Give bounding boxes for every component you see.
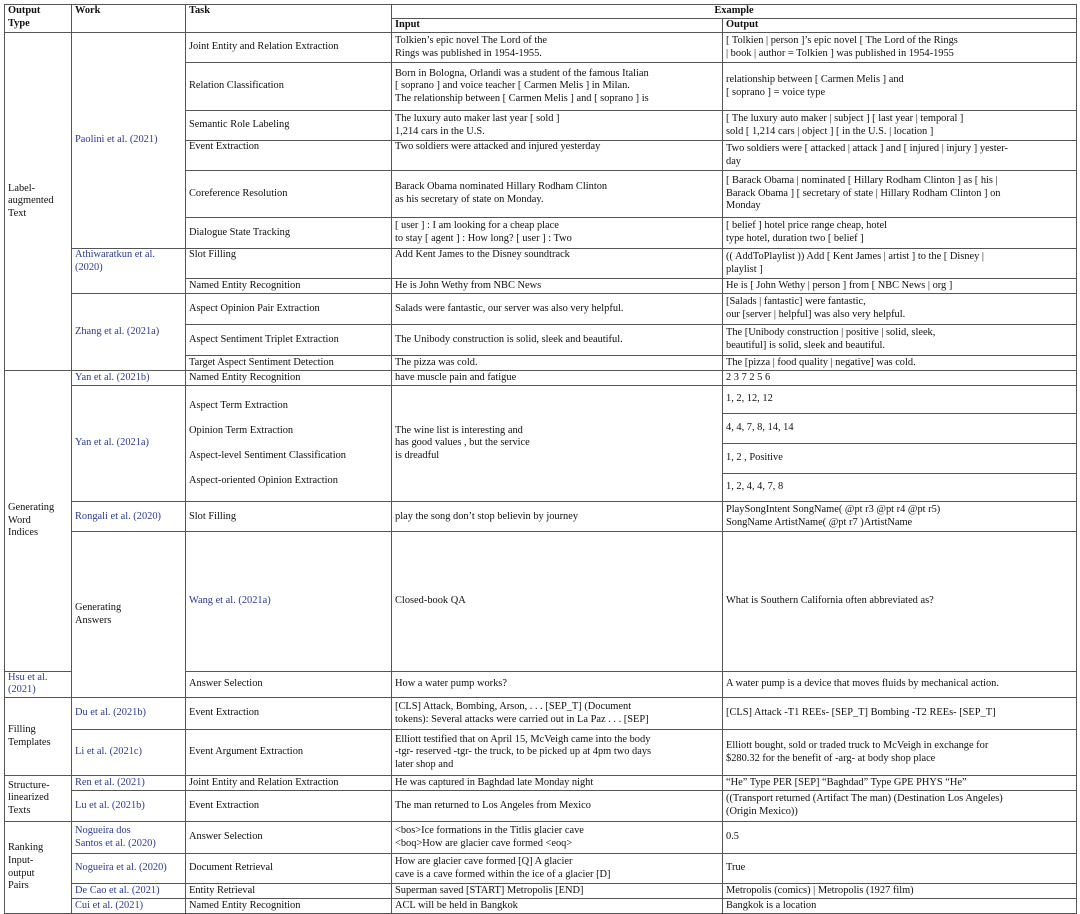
input-cell: How a water pump works? xyxy=(392,671,723,697)
work-citation-link[interactable]: Zhang et al. (2021a) xyxy=(72,294,186,371)
work-citation-link[interactable]: Hsu et al. (2021) xyxy=(5,671,72,697)
work-citation-link[interactable]: Li et al. (2021c) xyxy=(72,730,186,776)
input-cell: play the song don’t stop believin by journey xyxy=(392,502,723,532)
input-cell: <bos>Ice formations in the Titlis glacier cave <boq>How are glacier cave formed <eoq> xyxy=(392,822,723,854)
output-cell: PlaySongIntent SongName( @pt r3 @pt r4 @pt r5) SongName ArtistName( @pt r7 )ArtistName xyxy=(723,502,1077,532)
table-row xyxy=(5,899,1077,914)
output-cell: ((Transport returned (Artifact The man) (Destination Los Angeles) (Origin Mexico)) xyxy=(723,791,1077,822)
header-output: Output xyxy=(723,19,1077,33)
output-type-cell: Ranking Input- output Pairs xyxy=(5,822,72,914)
work-citation-link[interactable]: Yan et al. (2021a) xyxy=(72,386,186,502)
table-row xyxy=(5,822,1077,854)
header-example: Example xyxy=(392,5,1077,19)
output-cell: [ The luxury auto maker | subject ] [ last year | temporal ] sold [ 1,214 cars | object ] [ in the U.S. | location ] xyxy=(723,111,1077,141)
task-cell: Joint Entity and Relation Extraction xyxy=(186,776,392,791)
task-cell: Coreference Resolution xyxy=(186,171,392,218)
work-citation-link[interactable]: Ren et al. (2021) xyxy=(72,776,186,791)
work-citation-link[interactable]: Du et al. (2021b) xyxy=(72,698,186,730)
input-cell: He is John Wethy from NBC News xyxy=(392,279,723,294)
task-cell: Target Aspect Sentiment Detection xyxy=(186,356,392,371)
output-cell: [Salads | fantastic] were fantastic, our [server | helpful] was also very helpful. xyxy=(723,294,1077,325)
input-cell: Born in Bologna, Orlandi was a student of the famous Italian [ soprano ] and voice teacher [ Carmen Melis ] in Milan. The relationship between [ Carmen Melis ] and [ soprano ] is xyxy=(392,63,723,111)
output-cell: The [Unibody construction | positive | solid, sleek, beautiful] is solid, sleek and beautiful. xyxy=(723,325,1077,356)
table-row xyxy=(5,791,1077,822)
input-cell: [ user ] : I am looking for a cheap place to stay [ agent ] : How long? [ user ] : Two xyxy=(392,218,723,249)
input-cell: The pizza was cold. xyxy=(392,356,723,371)
output-type-cell: Generating Answers xyxy=(72,532,186,698)
work-citation-link[interactable]: Lu et al. (2021b) xyxy=(72,791,186,822)
output-cell: Metropolis (comics) | Metropolis (1927 film) xyxy=(723,884,1077,899)
output-cell: 2 3 7 2 5 6 xyxy=(723,371,1077,386)
work-citation-link[interactable]: Cui et al. (2021) xyxy=(72,899,186,914)
task-cell: Event Argument Extraction xyxy=(186,730,392,776)
header-work: Work xyxy=(72,5,186,33)
work-citation-link[interactable]: De Cao et al. (2021) xyxy=(72,884,186,899)
table-row xyxy=(5,502,1077,532)
task-cell: Slot Filling xyxy=(186,249,392,279)
output-cell: [ belief ] hotel price range cheap, hotel type hotel, duration two [ belief ] xyxy=(723,218,1077,249)
input-cell: Elliott testified that on April 15, McVeigh came into the body -tgr- reserved -tgr- the truck, to be picked up at 4pm two days later shop and xyxy=(392,730,723,776)
task-item: Aspect Term Extraction xyxy=(189,399,288,411)
output-cell: Elliott bought, sold or traded truck to McVeigh in exchange for $280.32 for the benefit of -arg- at body shop place xyxy=(723,730,1077,776)
output-cell: “He” Type PER [SEP] “Baghdad” Type GPE PHYS “He” xyxy=(723,776,1077,791)
output-cell: 4, 4, 7, 8, 14, 14 xyxy=(723,414,1077,444)
table-row xyxy=(5,33,1077,63)
output-cell: [CLS] Attack -T1 REEs- [SEP_T] Bombing -T2 REEs- [SEP_T] xyxy=(723,698,1077,730)
input-cell: The wine list is interesting and has good values , but the service is dreadful xyxy=(392,386,723,502)
task-cell: Joint Entity and Relation Extraction xyxy=(186,33,392,63)
output-type-cell: Label- augmented Text xyxy=(5,33,72,371)
work-citation-link[interactable]: Yan et al. (2021b) xyxy=(72,371,186,386)
output-type-cell: Filling Templates xyxy=(5,698,72,776)
input-cell: What is Southern California often abbreviated as? xyxy=(723,532,1077,672)
task-cell: Dialogue State Tracking xyxy=(186,218,392,249)
table-row xyxy=(5,249,1077,279)
input-cell: How are glacier cave formed [Q] A glacier cave is a cave formed within the ice of a glacier [D] xyxy=(392,854,723,884)
output-cell: 1, 2, 12, 12 xyxy=(723,386,1077,414)
work-citation-link[interactable]: Wang et al. (2021a) xyxy=(186,532,392,672)
work-citation-link[interactable]: Paolini et al. (2021) xyxy=(72,33,186,249)
work-citation-link[interactable]: Rongali et al. (2020) xyxy=(72,502,186,532)
task-cell: Answer Selection xyxy=(186,671,392,697)
header-task: Task xyxy=(186,5,392,33)
task-cell: Named Entity Recognition xyxy=(186,279,392,294)
header-output-type: Output Type xyxy=(5,5,72,33)
header-input: Input xyxy=(392,19,723,33)
table-row xyxy=(5,884,1077,899)
task-cell: Event Extraction xyxy=(186,141,392,171)
input-cell: The Unibody construction is solid, sleek and beautiful. xyxy=(392,325,723,356)
work-citation-link[interactable]: Athiwaratkun et al. (2020) xyxy=(72,249,186,294)
task-list-cell xyxy=(186,386,392,502)
input-cell: [CLS] Attack, Bombing, Arson, . . . [SEP_T] (Document tokens): Several attacks were carried out in La Paz . . . [SEP] xyxy=(392,698,723,730)
task-cell: Closed-book QA xyxy=(392,532,723,672)
output-cell: [ Tolkien | person ]’s epic novel [ The Lord of the Rings | book | author = Tolkien ] was published in 1954-1955 xyxy=(723,33,1077,63)
input-cell: Superman saved [START] Metropolis [END] xyxy=(392,884,723,899)
table-row xyxy=(5,294,1077,325)
output-cell: Bangkok is a location xyxy=(723,899,1077,914)
task-item: Aspect-level Sentiment Classification xyxy=(189,449,346,461)
output-cell: 0.5 xyxy=(723,822,1077,854)
task-cell: Aspect Sentiment Triplet Extraction xyxy=(186,325,392,356)
input-cell: Salads were fantastic, our server was also very helpful. xyxy=(392,294,723,325)
output-cell: True xyxy=(723,854,1077,884)
task-cell: Document Retrieval xyxy=(186,854,392,884)
task-item: Aspect-oriented Opinion Extraction xyxy=(189,475,338,487)
input-cell: Barack Obama nominated Hillary Rodham Clinton as his secretary of state on Monday. xyxy=(392,171,723,218)
table-row xyxy=(5,371,1077,386)
task-cell: Named Entity Recognition xyxy=(186,899,392,914)
input-cell: The luxury auto maker last year [ sold ] 1,214 cars in the U.S. xyxy=(392,111,723,141)
work-citation-link[interactable]: Nogueira dos Santos et al. (2020) xyxy=(72,822,186,854)
table-row xyxy=(5,776,1077,791)
task-item: Opinion Term Extraction xyxy=(189,424,294,436)
task-cell: Semantic Role Labeling xyxy=(186,111,392,141)
output-cell: Two soldiers were [ attacked | attack ] and [ injured | injury ] yester- day xyxy=(723,141,1077,171)
input-cell: ACL will be held in Bangkok xyxy=(392,899,723,914)
table-row xyxy=(5,854,1077,884)
output-cell: relationship between [ Carmen Melis ] and [ soprano ] = voice type xyxy=(723,63,1077,111)
input-cell: The man returned to Los Angeles from Mexico xyxy=(392,791,723,822)
output-cell: 1, 2, 4, 4, 7, 8 xyxy=(723,474,1077,502)
table-row xyxy=(5,532,1077,672)
task-cell: Event Extraction xyxy=(186,698,392,730)
task-cell: Aspect Opinion Pair Extraction xyxy=(186,294,392,325)
input-cell: He was captured in Baghdad late Monday night xyxy=(392,776,723,791)
table-row xyxy=(5,386,1077,414)
input-cell: Add Kent James to the Disney soundtrack xyxy=(392,249,723,279)
task-cell: Relation Classification xyxy=(186,63,392,111)
table-row xyxy=(5,730,1077,776)
output-cell: He is [ John Wethy | person ] from [ NBC News | org ] xyxy=(723,279,1077,294)
output-cell: A water pump is a device that moves fluids by mechanical action. xyxy=(723,671,1077,697)
work-citation-link[interactable]: Nogueira et al. (2020) xyxy=(72,854,186,884)
task-cell: Named Entity Recognition xyxy=(186,371,392,386)
survey-table-container xyxy=(4,4,1076,914)
input-cell: have muscle pain and fatigue xyxy=(392,371,723,386)
input-cell: Two soldiers were attacked and injured yesterday xyxy=(392,141,723,171)
output-type-cell: Generating Word Indices xyxy=(5,371,72,672)
task-cell: Answer Selection xyxy=(186,822,392,854)
output-type-table xyxy=(4,4,1077,914)
table-row xyxy=(5,698,1077,730)
output-cell: [ Barack Obama | nominated [ Hillary Rodham Clinton ] as [ his | Barack Obama ] [ secretary of state | Hillary Rodham Clinton ] on Monday xyxy=(723,171,1077,218)
output-type-cell: Structure- linearized Texts xyxy=(5,776,72,822)
task-cell: Slot Filling xyxy=(186,502,392,532)
output-cell: 1, 2 , Positive xyxy=(723,444,1077,474)
task-cell: Event Extraction xyxy=(186,791,392,822)
task-cell: Entity Retrieval xyxy=(186,884,392,899)
output-cell: The [pizza | food quality | negative] was cold. xyxy=(723,356,1077,371)
input-cell: Tolkien’s epic novel The Lord of the Rings was published in 1954-1955. xyxy=(392,33,723,63)
output-cell: (( AddToPlaylist )) Add [ Kent James | artist ] to the [ Disney | playlist ] xyxy=(723,249,1077,279)
